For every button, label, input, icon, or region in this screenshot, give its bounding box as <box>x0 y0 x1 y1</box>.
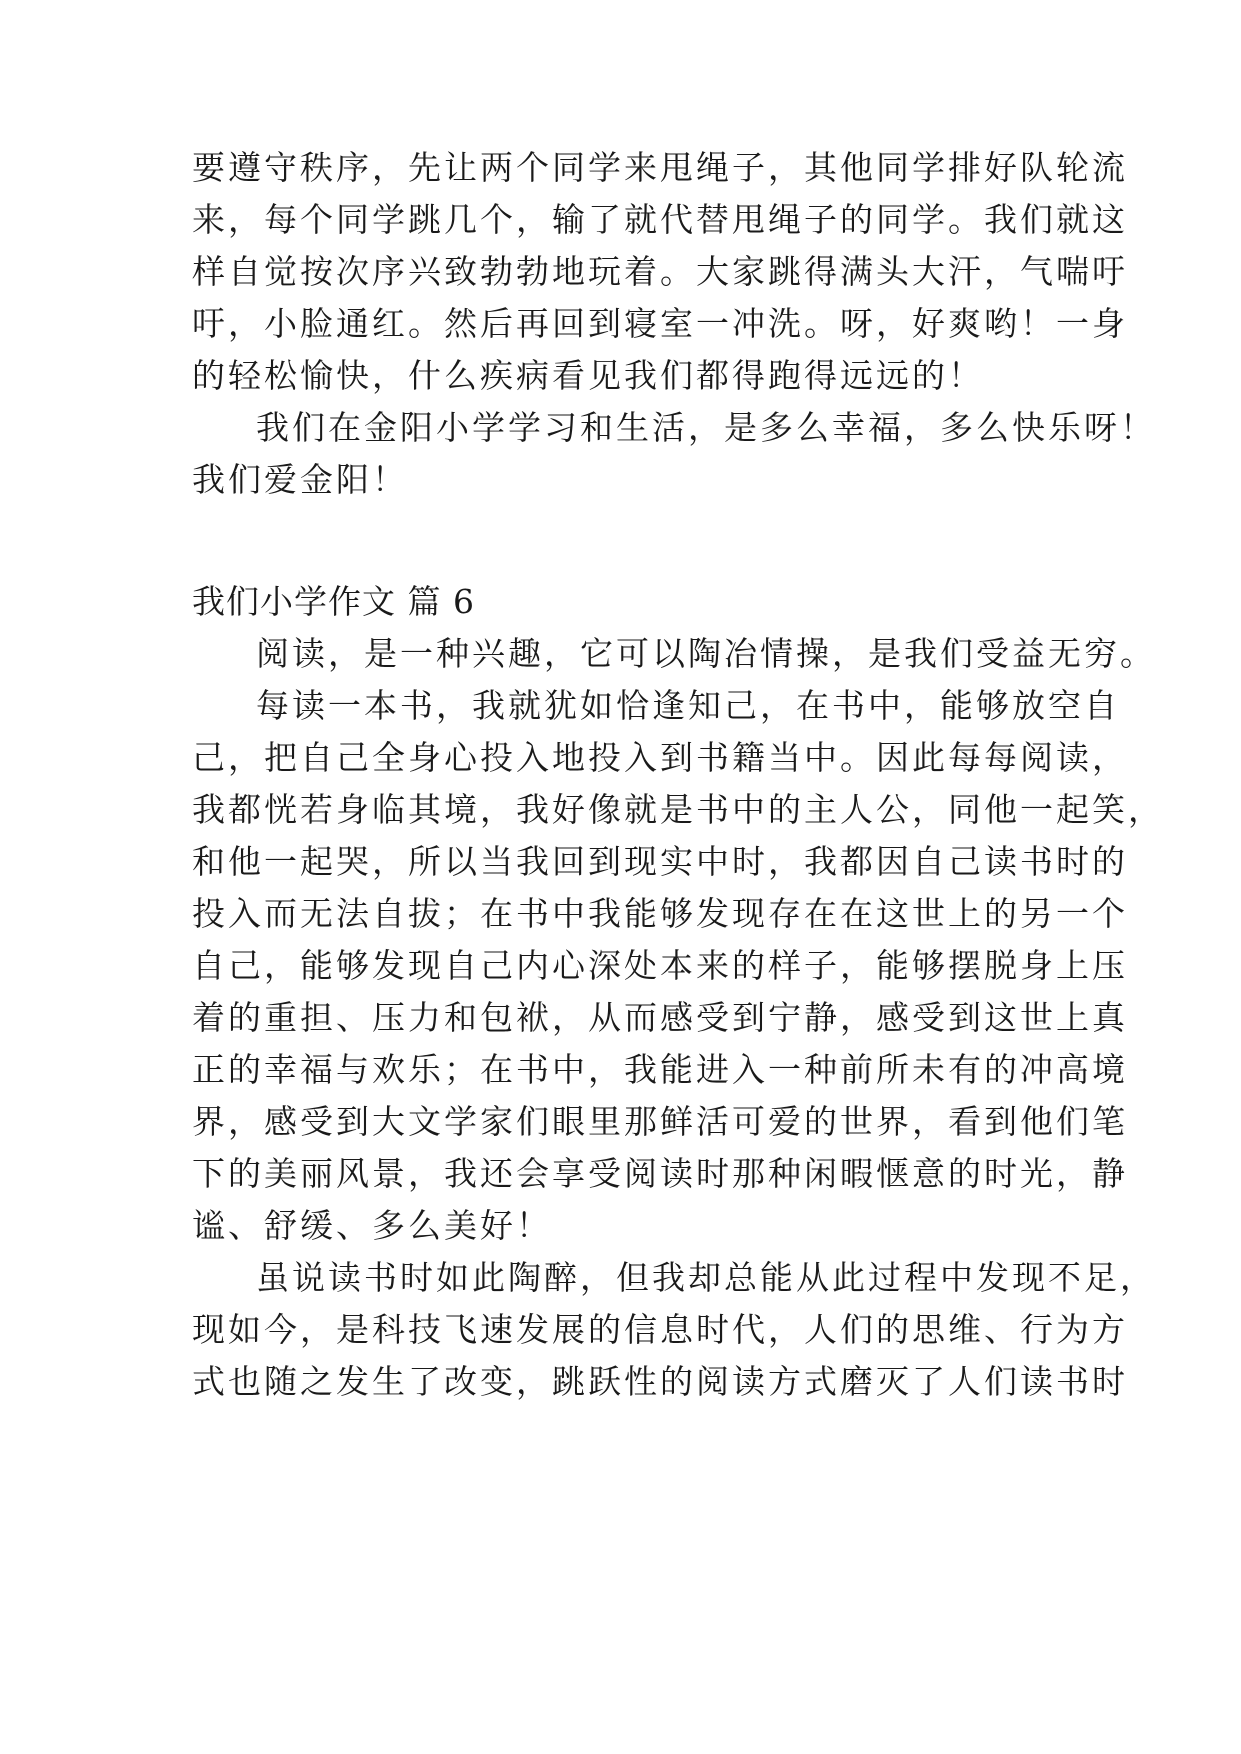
text-line: 谧、舒缓、多么美好！ <box>192 1206 552 1245</box>
text-line: 和他一起哭，所以当我回到现实中时，我都因自己读书时的 <box>192 842 1128 881</box>
text-line: 界，感受到大文学家们眼里那鲜活可爱的世界，看到他们笔 <box>192 1102 1128 1141</box>
text-line: 式也随之发生了改变，跳跃性的阅读方式磨灭了人们读书时 <box>192 1362 1128 1401</box>
text-line: 来，每个同学跳几个，输了就代替甩绳子的同学。我们就这 <box>192 200 1128 239</box>
text-line: 的轻松愉快，什么疾病看见我们都得跑得远远的！ <box>192 356 984 395</box>
text-line: 样自觉按次序兴致勃勃地玩着。大家跳得满头大汗，气喘吁 <box>192 252 1128 291</box>
text-line: 自己，能够发现自己内心深处本来的样子，能够摆脱身上压 <box>192 946 1128 985</box>
text-line: 投入而无法自拔；在书中我能够发现存在在这世上的另一个 <box>192 894 1128 933</box>
text-line: 虽说读书时如此陶醉，但我却总能从此过程中发现不足， <box>256 1258 1156 1297</box>
section-heading: 我们小学作文 篇 6 <box>192 582 475 621</box>
text-line: 我们在金阳小学学习和生活，是多么幸福，多么快乐呀！ <box>256 408 1156 447</box>
text-line: 正的幸福与欢乐；在书中，我能进入一种前所未有的冲高境 <box>192 1050 1128 1089</box>
text-line: 吁，小脸通红。然后再回到寝室一冲洗。呀，好爽哟！一身 <box>192 304 1128 343</box>
text-line: 着的重担、压力和包袱，从而感受到宁静，感受到这世上真 <box>192 998 1128 1037</box>
text-line: 阅读，是一种兴趣，它可以陶冶情操，是我们受益无穷。 <box>256 634 1156 673</box>
text-line: 下的美丽风景，我还会享受阅读时那种闲暇惬意的时光，静 <box>192 1154 1128 1193</box>
text-line: 我们爱金阳！ <box>192 460 408 499</box>
text-line: 每读一本书，我就犹如恰逢知己，在书中，能够放空自 <box>256 686 1120 725</box>
text-line: 己，把自己全身心投入地投入到书籍当中。因此每每阅读， <box>192 738 1128 777</box>
text-line: 要遵守秩序，先让两个同学来甩绳子，其他同学排好队轮流 <box>192 148 1128 187</box>
text-line: 现如今，是科技飞速发展的信息时代，人们的思维、行为方 <box>192 1310 1128 1349</box>
text-line: 我都恍若身临其境，我好像就是书中的主人公，同他一起笑， <box>192 790 1164 829</box>
